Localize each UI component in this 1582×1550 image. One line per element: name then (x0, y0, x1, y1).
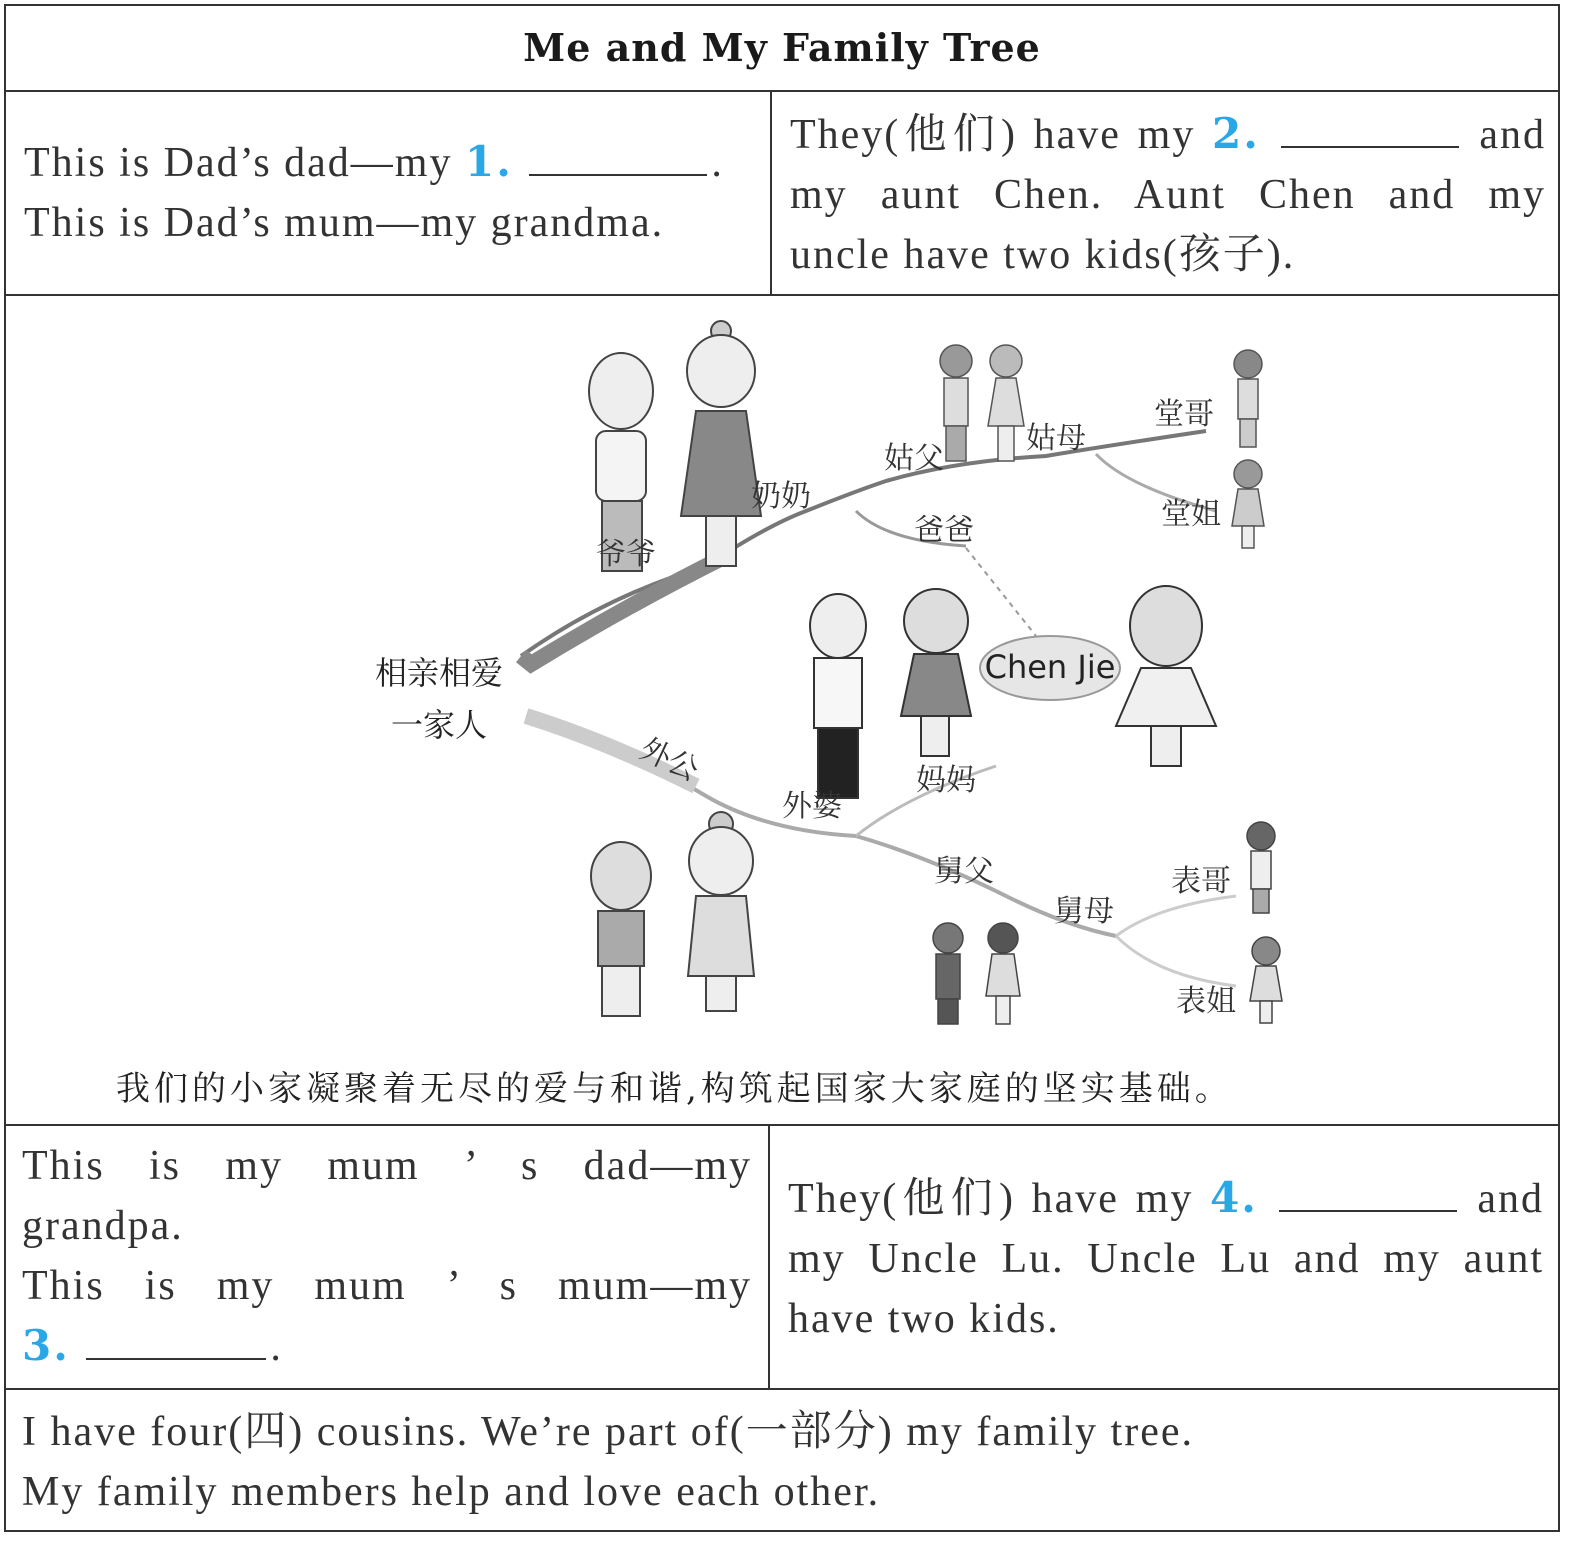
tangjie-figure (1232, 460, 1264, 548)
footer-line1: I have four(四) cousins. We’re part of(一部分) my family tree. (22, 1409, 1194, 1455)
divider (768, 1124, 770, 1388)
blank-number-1: 1. (464, 137, 513, 186)
label-gufu: 姑父 (884, 441, 944, 476)
gufu-figure (940, 345, 972, 461)
footer-line2: My family members help and love each other. (22, 1469, 881, 1515)
box4-line2: my Uncle Lu. Uncle Lu and my aunt (788, 1236, 1544, 1282)
box2-line1 (790, 104, 1546, 165)
box4-line3: have two kids. (788, 1296, 1060, 1342)
page-title: Me and My Family Tree (523, 25, 1041, 70)
blank-number-3: 3. (22, 1321, 70, 1370)
box1-line1-end: . (711, 140, 724, 186)
blank-number-2: 2. (1212, 109, 1260, 158)
box3-line3: This is my mum ’ s mum—my (22, 1263, 752, 1309)
jiumu-figure (986, 923, 1020, 1024)
box4-line1-text: They(他们) have my (788, 1176, 1211, 1222)
divider (6, 1124, 1558, 1126)
center-label-line2: 一家人 (390, 706, 488, 744)
tangge-figure (1234, 350, 1262, 447)
branch-biaojie (1116, 936, 1236, 986)
worksheet (4, 4, 1560, 1532)
box-uncle-lu (788, 1168, 1544, 1349)
dashed-link (966, 548, 1036, 636)
box1-line2: This is Dad’s mum—my grandma. (24, 200, 665, 246)
waipo-figure (688, 812, 754, 1011)
box2-line1-end: and (1479, 112, 1546, 158)
label-baba: 爸爸 (914, 513, 974, 548)
box3-line4 (22, 1316, 752, 1377)
answer-blank-1[interactable] (529, 132, 707, 176)
waigong-figure (591, 842, 651, 1016)
box4-line1 (788, 1168, 1544, 1229)
footer-text (22, 1402, 1542, 1522)
answer-blank-4[interactable] (1279, 1168, 1457, 1212)
center-label-line1: 相亲相爱 (374, 654, 504, 692)
biaojie-figure (1250, 937, 1282, 1023)
box-mums-parents (22, 1136, 752, 1377)
label-jiufu: 舅父 (934, 854, 994, 889)
chen-jie-figure (1116, 586, 1216, 766)
box2-line1-text: They(他们) have my (790, 112, 1213, 158)
label-waipo: 外婆 (782, 789, 842, 824)
box-aunt-chen (790, 104, 1546, 285)
label-biaojie: 表姐 (1176, 984, 1236, 1019)
box-dads-dad (24, 132, 764, 253)
label-nainai: 奶奶 (751, 479, 811, 514)
box3-line4-end: . (270, 1324, 283, 1370)
label-tangjie: 堂姐 (1161, 497, 1221, 532)
box2-line3: uncle have two kids(孩子). (790, 232, 1296, 278)
blank-number-4: 4. (1210, 1173, 1258, 1222)
trunk-upper (521, 556, 726, 664)
grandma-figure (681, 321, 761, 566)
label-tangge: 堂哥 (1154, 397, 1214, 432)
me-label: Chen Jie (984, 648, 1116, 686)
box3-line2: grandpa. (22, 1203, 184, 1249)
box1-line1-text: This is Dad’s dad—my (24, 140, 465, 186)
box2-line2: my aunt Chen. Aunt Chen and my (790, 172, 1546, 218)
divider (6, 90, 1558, 92)
divider (770, 90, 772, 296)
label-waigong: 外公 (634, 731, 704, 789)
label-mama: 妈妈 (916, 763, 976, 798)
answer-blank-2[interactable] (1281, 104, 1459, 148)
box1-line1 (24, 132, 764, 193)
answer-blank-3[interactable] (86, 1316, 266, 1360)
label-biaoge: 表哥 (1171, 864, 1231, 899)
branch-biaoge (1116, 896, 1236, 936)
jiufu-figure (933, 923, 963, 1024)
gumu-figure (988, 345, 1024, 461)
label-jiumu: 舅母 (1054, 894, 1114, 929)
box3-line1: This is my mum ’ s dad—my (22, 1143, 752, 1189)
label-yeye: 爷爷 (596, 537, 656, 572)
label-gumu: 姑母 (1026, 421, 1086, 456)
dad-figure (810, 594, 866, 798)
caption: 我们的小家凝聚着无尽的爱与和谐,构筑起国家大家庭的坚实基础。 (116, 1069, 1233, 1109)
mom-figure (901, 589, 971, 756)
divider (6, 1388, 1558, 1390)
biaoge-figure (1247, 822, 1275, 913)
family-tree-illustration (6, 296, 1558, 1126)
box4-line1-end: and (1477, 1176, 1544, 1222)
